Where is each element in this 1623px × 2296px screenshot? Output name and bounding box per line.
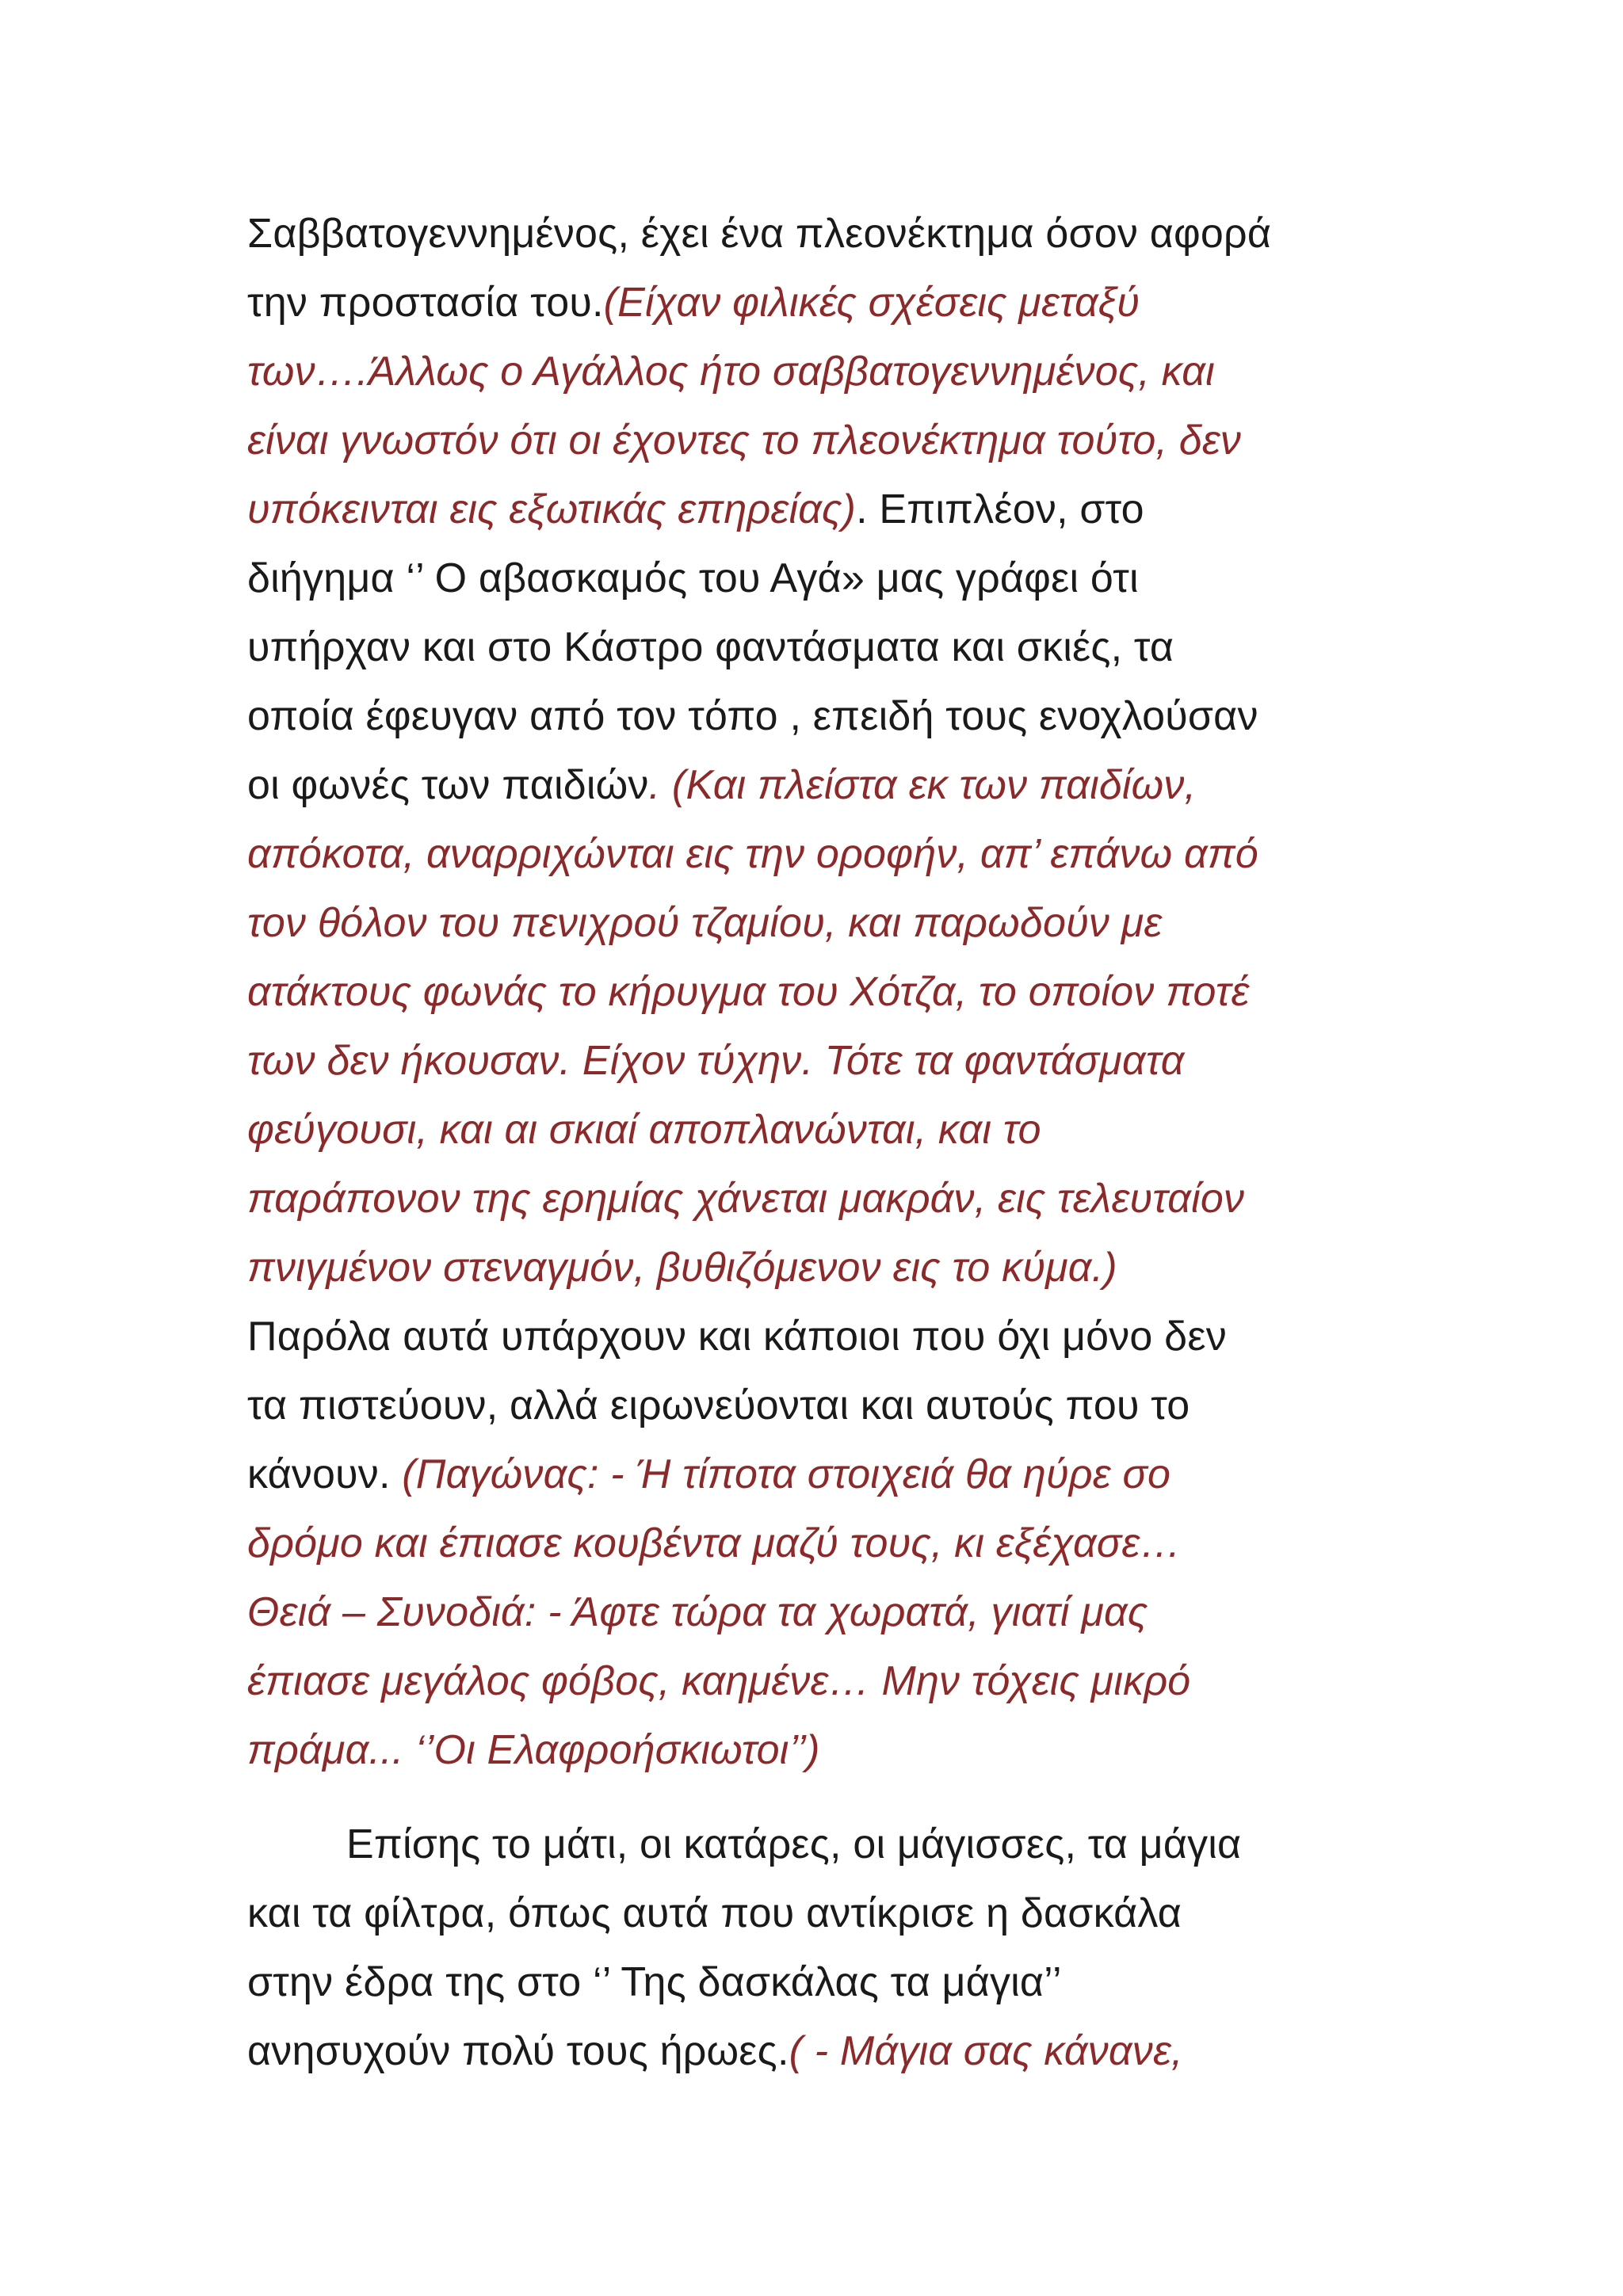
body-text: Επίσης το μάτι, οι κατάρες, οι μάγισσες, τα μάγια [346, 1821, 1242, 1867]
body-text: διήγημα ‘’ Ο αβασκαμός του Αγά» μας γράφει ότι [247, 555, 1139, 601]
text-line [247, 2017, 1404, 2086]
text-line [247, 1302, 1404, 1371]
text-line [247, 1234, 1404, 1302]
quoted-excerpt: των δεν ήκουσαν. Είχον τύχην. Τότε τα φαντάσματα [247, 1038, 1185, 1084]
text-line [247, 1647, 1404, 1716]
text-line [247, 544, 1404, 613]
text-line [247, 1810, 1404, 1879]
body-text: οι φωνές των παιδιών [247, 762, 649, 808]
text-line [247, 200, 1404, 269]
text-line [247, 1027, 1404, 1096]
text-line [247, 1509, 1404, 1578]
quoted-excerpt: (Είχαν φιλικές σχέσεις μεταξύ [603, 280, 1140, 326]
body-text: . Επιπλέον, στο [856, 486, 1144, 532]
text-line [247, 613, 1404, 682]
paragraph-1 [247, 200, 1404, 1785]
text-line [247, 1440, 1404, 1509]
body-text: οποία έφευγαν από τον τόπο , επειδή τους ενοχλούσαν [247, 693, 1258, 739]
quoted-excerpt: υπόκεινται εις εξωτικάς επηρείας) [247, 486, 857, 532]
text-line [247, 406, 1404, 475]
paragraph-2 [247, 1810, 1404, 2086]
text-line [247, 1716, 1404, 1785]
text-line [247, 958, 1404, 1027]
body-text: τα πιστεύουν, αλλά ειρωνεύονται και αυτούς που το [247, 1383, 1190, 1428]
text-line [247, 751, 1404, 820]
quoted-excerpt: (Παγώνας: - Ή τίποτα στοιχειά θα ηύρε σο [402, 1451, 1171, 1497]
quoted-excerpt: . (Και πλείστα εκ των παιδίων, [648, 762, 1197, 808]
quoted-excerpt: πνιγμένον στεναγμόν, βυθιζόμενον εις το κύμα.) [247, 1245, 1117, 1291]
text-line [247, 269, 1404, 338]
text-line [247, 1948, 1404, 2017]
quoted-excerpt: Θειά – Συνοδιά: - Άφτε τώρα τα χωρατά, γιατί μας [247, 1589, 1148, 1635]
text-line [247, 1371, 1404, 1440]
body-text: κάνουν. [247, 1451, 403, 1497]
text-line [247, 475, 1404, 544]
body-text: στην έδρα της στο ‘’ Της δασκάλας τα μάγια’’ [247, 1959, 1062, 2005]
text-line [247, 889, 1404, 958]
text-line [247, 1096, 1404, 1165]
quoted-excerpt: έπιασε μεγάλος φόβος, καημένε… Μην τόχεις μικρό [247, 1658, 1191, 1704]
quoted-excerpt: πράμα... ‘’Οι Ελαφροήσκιωτοι’’) [247, 1727, 820, 1773]
body-text: την προστασία του. [247, 280, 604, 326]
body-text: Παρόλα αυτά υπάρχουν και κάποιοι που όχι μόνο δεν [247, 1314, 1227, 1360]
quoted-excerpt: απόκοτα, αναρριχώνται εις την οροφήν, απ’ επάνω από [247, 831, 1259, 877]
text-line [247, 682, 1404, 751]
quoted-excerpt: παράπονον της ερημίας χάνεται μακράν, εις τελευταίον [247, 1176, 1245, 1222]
text-line [247, 820, 1404, 889]
quoted-excerpt: των….Άλλως ο Αγάλλος ήτο σαββατογεννημένος, και [247, 349, 1215, 395]
text-line [247, 1578, 1404, 1647]
quoted-excerpt: είναι γνωστόν ότι οι έχοντες το πλεονέκτημα τούτο, δεν [247, 418, 1242, 463]
quoted-excerpt: ατάκτους φωνάς το κήρυγμα του Χότζα, το οποίον ποτέ [247, 969, 1250, 1015]
body-text: και τα φίλτρα, όπως αυτά που αντίκρισε η δασκάλα [247, 1890, 1182, 1936]
text-line [247, 338, 1404, 406]
text-line [247, 1879, 1404, 1948]
body-text: υπήρχαν και στο Κάστρο φαντάσματα και σκιές, τα [247, 624, 1174, 670]
text-line [247, 1165, 1404, 1234]
quoted-excerpt: δρόμο και έπιασε κουβέντα μαζύ τους, κι εξέχασε… [247, 1520, 1182, 1566]
body-text: ανησυχούν πολύ τους ήρωες. [247, 2028, 789, 2074]
body-text: Σαββατογεννημένος, έχει ένα πλεονέκτημα όσον αφορά [247, 211, 1272, 257]
quoted-excerpt: φεύγουσι, και αι σκιαί αποπλανώνται, και το [247, 1107, 1041, 1153]
quoted-excerpt: τον θόλον του πενιχρού τζαμίου, και παρωδούν με [247, 900, 1163, 946]
quoted-excerpt: ( - Μάγια σας κάνανε, [789, 2028, 1183, 2074]
